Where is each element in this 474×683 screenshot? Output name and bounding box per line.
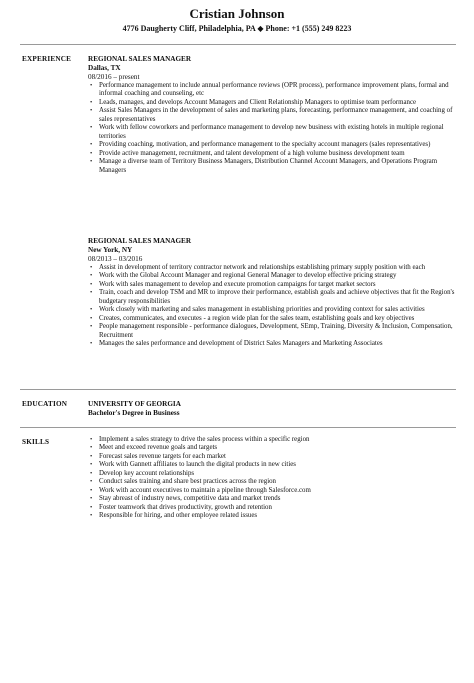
bullet-text: Manage a diverse team of Territory Business Managers, Distribution Channel Account Managers, and Operations Program Managers — [99, 158, 438, 174]
bullet-icon: • — [90, 82, 93, 89]
job-bullet-list — [88, 264, 458, 349]
list-item — [90, 98, 458, 107]
section-label-experience: EXPERIENCE — [22, 55, 72, 63]
bullet-icon: • — [90, 272, 93, 280]
skill-text: Work with account executives to maintain a pipeline through Salesforce.com — [99, 486, 311, 494]
school-name: UNIVERSITY OF GEORGIA — [88, 400, 181, 408]
section-label-skills: SKILLS — [22, 438, 50, 446]
bullet-icon: • — [90, 306, 93, 314]
bullet-icon: • — [90, 124, 93, 132]
bullet-icon: • — [90, 486, 93, 494]
bullet-icon: • — [90, 452, 93, 460]
skills-list — [88, 436, 458, 521]
skill-text: Meet and exceed revenue goals and targets — [99, 444, 218, 452]
job-location: Dallas, TX — [88, 64, 121, 72]
header-divider — [20, 44, 456, 45]
list-item — [90, 272, 458, 280]
bullet-text: Work closely with marketing and sales management in establishing priorities and providing context for sales activities — [99, 306, 425, 314]
job-bullet-list — [88, 82, 458, 175]
bullet-icon: • — [90, 264, 93, 271]
skill-text: Foster teamwork that drives productivity, growth and retention — [99, 503, 272, 511]
bullet-icon: • — [90, 478, 93, 486]
list-item — [90, 107, 458, 124]
bullet-text: Train, coach and develop TSM and MR to improve their performance, establish goals and achieve objectives that fit the Region's budgetary responsibilities — [99, 289, 455, 305]
bullet-text: Manages the sales performance and development of District Sales Managers and Marketing Associates — [99, 340, 383, 348]
bullet-icon: • — [90, 512, 93, 520]
bullet-text: People management responsible - performance dialogues, Development, SEmp, Training, Diversity & Inclusion, Compensation, Recruitment — [99, 323, 453, 339]
job-location: New York, NY — [88, 246, 133, 254]
bullet-icon: • — [90, 323, 93, 331]
list-item — [90, 436, 458, 444]
skill-text: Conduct sales training and share best practices across the region — [99, 478, 276, 486]
skill-text: Responsible for hiring, and other employee related issues — [99, 512, 258, 520]
bullet-icon: • — [90, 469, 93, 477]
section-divider-education — [20, 389, 456, 390]
bullet-icon: • — [90, 436, 93, 443]
contact-line: 4776 Daugherty Cliff, Philadelphia, PA ◆ Phone: +1 (555) 249 8223 — [122, 24, 352, 33]
bullet-text: Provide active management, recruitment, and talent development of a high volume business development team — [99, 149, 405, 157]
skill-text: Implement a sales strategy to drive the sales process within a specific region — [99, 436, 310, 443]
list-item — [90, 469, 458, 478]
bullet-icon: • — [90, 158, 93, 166]
job-dates: 08/2016 – present — [88, 73, 140, 81]
skill-text: Develop key account relationships — [99, 469, 195, 477]
bullet-text: Work with sales management to develop and execute promotion campaigns for target market sectors — [99, 280, 376, 288]
bullet-text: Work with fellow coworkers and performance management to develop new business with existing hotels in multiple regional territories — [99, 124, 444, 140]
skill-text: Forecast sales revenue targets for each market — [99, 452, 226, 460]
section-divider-skills — [20, 427, 456, 428]
skill-text: Work with Gannett affiliates to launch the digital products in new cities — [99, 461, 296, 469]
list-item — [90, 280, 458, 289]
list-item — [90, 512, 458, 520]
list-item — [90, 323, 458, 340]
bullet-text: Leads, manages, and develops Account Managers and Client Relationship Managers to optimise team performance — [99, 98, 417, 106]
list-item — [90, 444, 458, 452]
bullet-text: Work with the Global Account Manager and regional General Manager to develop effective pricing strategy — [99, 272, 397, 280]
list-item — [90, 486, 458, 495]
list-item — [90, 340, 458, 348]
job-title: REGIONAL SALES MANAGER — [88, 55, 192, 63]
skill-text: Stay abreast of industry news, competitive data and market trends — [99, 495, 281, 503]
education-entry — [88, 399, 458, 418]
list-item — [90, 124, 458, 141]
list-item — [90, 82, 458, 99]
bullet-text: Providing coaching, motivation, and performance management to the specialty account managers (sales representatives) — [99, 141, 431, 149]
resume-header — [0, 6, 474, 34]
list-item — [90, 158, 458, 175]
list-item — [90, 495, 458, 503]
bullet-icon: • — [90, 495, 93, 503]
list-item — [90, 452, 458, 461]
bullet-icon: • — [90, 314, 93, 322]
bullet-text: Assist Sales Managers in the development of sales and marketing plans, forecasting, performance management, and coaching of sales representatives — [99, 107, 453, 123]
bullet-icon: • — [90, 503, 93, 511]
list-item — [90, 141, 458, 149]
candidate-name: Cristian Johnson — [189, 6, 285, 21]
list-item — [90, 478, 458, 486]
list-item — [90, 314, 458, 323]
list-item — [90, 289, 458, 306]
list-item — [90, 264, 458, 272]
list-item — [90, 503, 458, 512]
bullet-icon: • — [90, 107, 93, 115]
job-entry-2 — [88, 236, 458, 349]
bullet-icon: • — [90, 289, 93, 297]
bullet-text: Creates, communicates, and executes - a region wide plan for the sales team, establishing goals and key objectives — [99, 314, 415, 322]
bullet-icon: • — [90, 98, 93, 106]
job-dates: 08/2013 – 03/2016 — [88, 255, 143, 263]
section-label-education: EDUCATION — [22, 400, 68, 408]
bullet-text: Assist in development of territory contractor network and relationships establishing primary supply position with each — [99, 264, 426, 271]
job-entry-1 — [88, 54, 458, 175]
bullet-icon: • — [90, 461, 93, 469]
skills-entry — [88, 436, 458, 521]
bullet-icon: • — [90, 141, 93, 149]
degree-name: Bachelor's Degree in Business — [88, 409, 180, 417]
job-title: REGIONAL SALES MANAGER — [88, 237, 192, 245]
list-item — [90, 149, 458, 158]
bullet-icon: • — [90, 444, 93, 452]
bullet-icon: • — [90, 280, 93, 288]
list-item — [90, 461, 458, 469]
list-item — [90, 306, 458, 314]
bullet-icon: • — [90, 149, 93, 157]
bullet-text: Performance management to include annual performance reviews (OPR process), performance improvement plans, formal and informal coaching and counseling, etc — [99, 82, 449, 98]
bullet-icon: • — [90, 340, 93, 348]
